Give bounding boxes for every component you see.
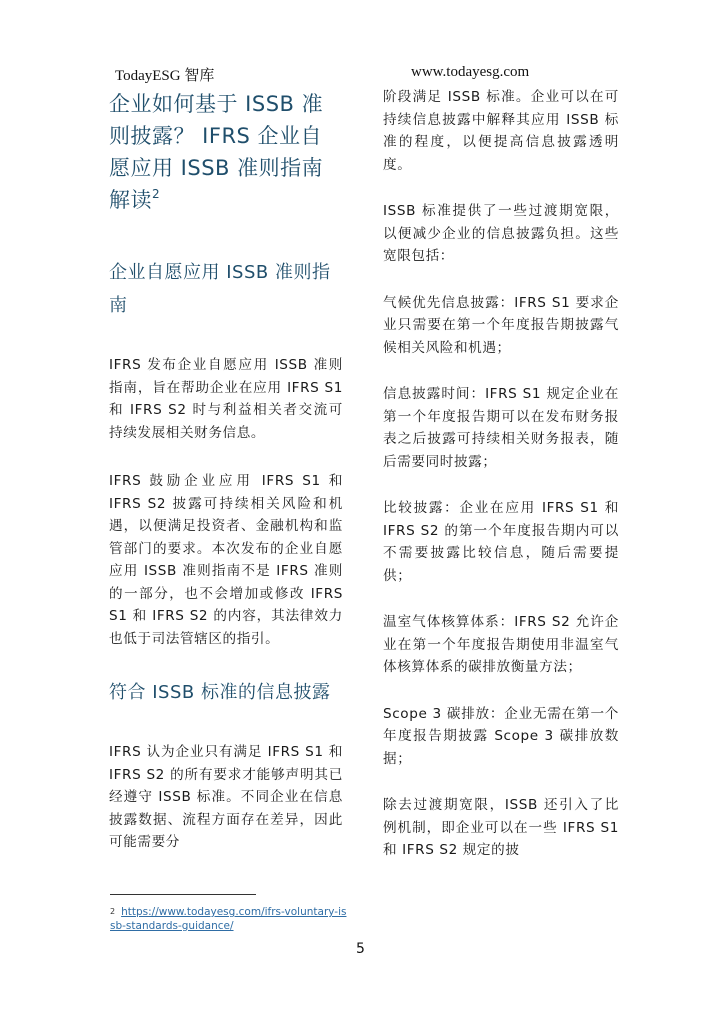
section-heading-compliance: 符合 ISSB 标准的信息披露 bbox=[109, 682, 331, 703]
paragraph-climate-first: 气候优先信息披露：IFRS S1 要求企业只需要在第一个年度报告期披露气候相关风险和机遇； bbox=[383, 294, 619, 356]
paragraph-disclosure-timing: 信息披露时间：IFRS S1 规定企业在第一个年度报告期可以在发布财务报表之后披露可持续相关财务报表，随后需要同时披露； bbox=[383, 386, 619, 470]
header-right: www.todayesg.com bbox=[411, 64, 530, 80]
paragraph-comparative: 比较披露：企业在应用 IFRS S1 和 IFRS S2 的第一个年度报告期内可以不需要披露比较信息，随后需要提供； bbox=[383, 500, 619, 584]
page-title bbox=[109, 88, 343, 216]
title-footnote-mark[interactable]: 2 bbox=[152, 187, 161, 201]
title-text: 企业如何基于 ISSB 准则披露？ IFRS 企业自愿应用 ISSB 准则指南解读 bbox=[109, 92, 324, 212]
footnote-divider bbox=[110, 894, 256, 895]
paragraph-ifrs-encourages: IFRS 鼓励企业应用 IFRS S1 和 IFRS S2 披露可持续相关风险和机遇，以便满足投资者、金融机构和监管部门的要求。本次发布的企业自愿应用 ISSB 准则指南不是 IFRS 准则的一部分，也不会增加或修改 IFRS S1 和 IFRS S2 的内容，其法律效力也低于司法管辖区的指引。 bbox=[109, 473, 343, 647]
paragraph-proportionality: 除去过渡期宽限，ISSB 还引入了比例机制，即企业可以在一些 IFRS S1 和 IFRS S2 规定的披 bbox=[383, 797, 619, 858]
paragraph-scope3: Scope 3 碳排放：企业无需在第一个年度报告期披露 Scope 3 碳排放数据； bbox=[383, 705, 619, 767]
footnote-mark: 2 bbox=[110, 907, 116, 916]
right-column bbox=[383, 86, 619, 886]
page-number: 5 bbox=[356, 941, 365, 957]
paragraph-guidance-intro: IFRS 发布企业自愿应用 ISSB 准则指南，旨在帮助企业在应用 IFRS S1 和 IFRS S2 时与利益相关者交流可持续发展相关财务信息。 bbox=[109, 357, 343, 441]
paragraph-ghg-protocol: 温室气体核算体系：IFRS S2 允许企业在第一个年度报告期使用非温室气体核算体系的碳排放衡量方法； bbox=[383, 614, 619, 675]
section-heading-voluntary-guidance: 企业自愿应用 ISSB 准则指南 bbox=[109, 262, 331, 316]
left-column bbox=[109, 88, 343, 880]
paragraph-phased-compliance: 阶段满足 ISSB 标准。企业可以在可持续信息披露中解释其应用 ISSB 标准的程度，以便提高信息披露透明度。 bbox=[383, 89, 619, 173]
footnote bbox=[110, 905, 350, 933]
header-left: TodayESG 智库 bbox=[115, 68, 215, 84]
paragraph-transition-reliefs: ISSB 标准提供了一些过渡期宽限，以便减少企业的信息披露负担。这些宽限包括： bbox=[383, 203, 619, 264]
paragraph-compliance: IFRS 认为企业只有满足 IFRS S1 和 IFRS S2 的所有要求才能够声明其已经遵守 ISSB 标准。不同企业在信息披露数据、流程方面存在差异，因此可能需要分 bbox=[109, 744, 343, 850]
footnote-link[interactable]: https://www.todayesg.com/ifrs-voluntary-issb-standards-guidance/ bbox=[110, 906, 347, 932]
